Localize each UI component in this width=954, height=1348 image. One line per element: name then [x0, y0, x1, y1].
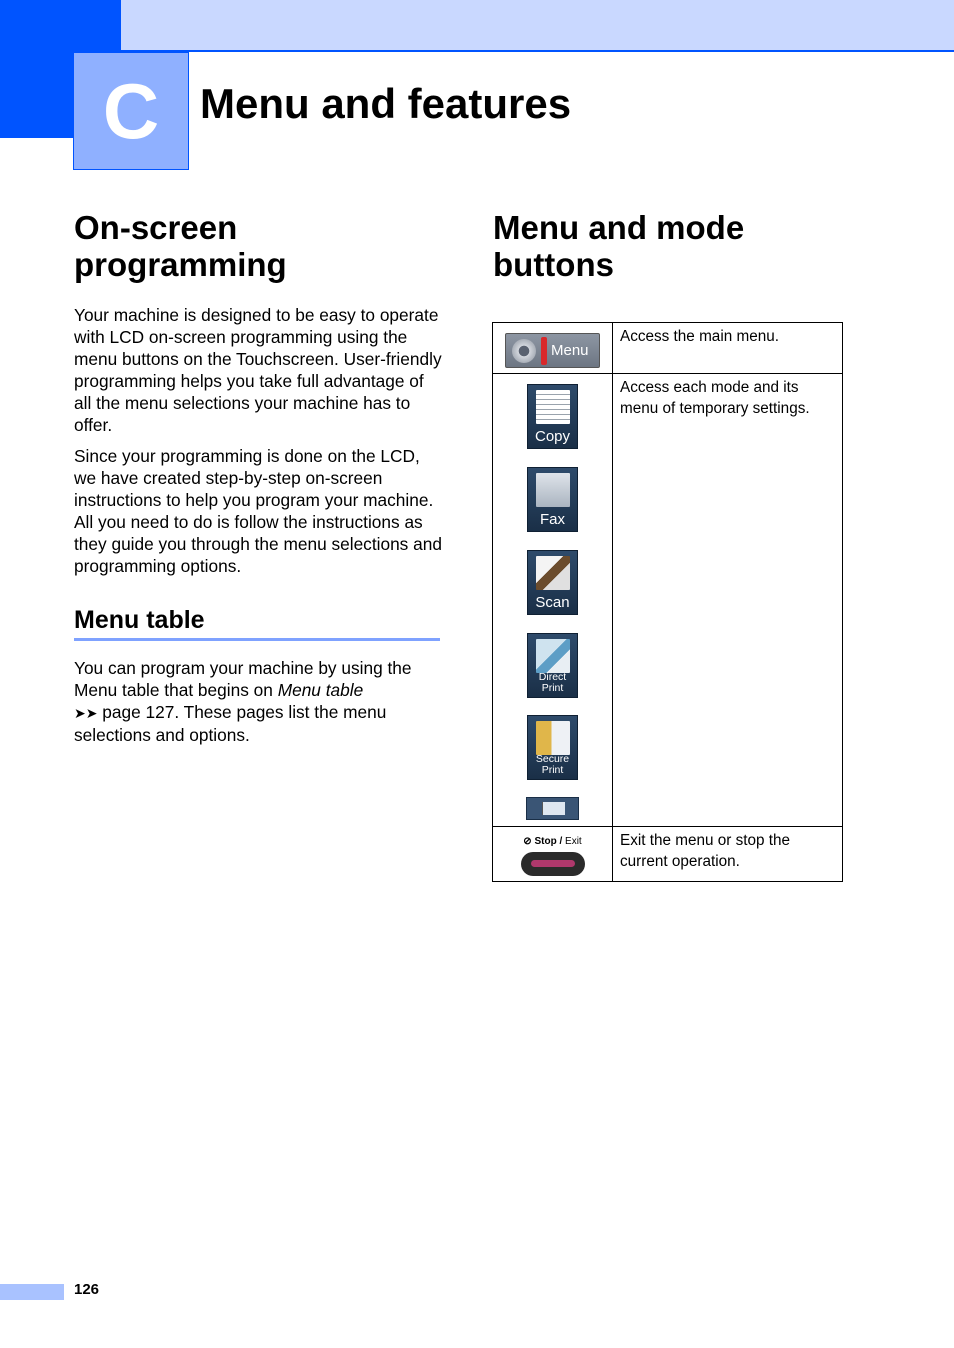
menu-table-link[interactable]: Menu table: [277, 680, 364, 700]
stop-exit-button[interactable]: [521, 852, 585, 876]
icon-cell: [493, 374, 613, 827]
chapter-letter-box: C: [73, 52, 189, 170]
description-cell: Exit the menu or stop the current operation.: [613, 827, 843, 882]
stop-exit-label: ⊘ Stop / Exit: [523, 836, 582, 847]
scan-label: Scan: [535, 594, 570, 611]
copy-button[interactable]: [527, 384, 578, 449]
book-button[interactable]: [526, 797, 579, 820]
secure-print-icon: [536, 721, 570, 755]
intro-section: [74, 304, 444, 577]
description-cell: Access the main menu.: [613, 323, 843, 374]
copy-icon: [536, 390, 570, 424]
direct-print-button[interactable]: [527, 633, 578, 698]
description-cell: Access each mode and its menu of temporary settings.: [613, 374, 843, 827]
direct-print-label: Direct Print: [538, 671, 567, 694]
fax-label: Fax: [539, 511, 565, 528]
page-number: 126: [74, 1281, 100, 1298]
chapter-title: Menu and features: [200, 80, 572, 127]
menu-table-section: [74, 657, 440, 746]
footer-bar: [0, 1284, 64, 1300]
text: You can program your machine by using the Menu table that begins on: [74, 658, 412, 700]
secure-print-button[interactable]: [527, 715, 578, 780]
table-row: [493, 374, 843, 827]
stop-icon: ⊘: [523, 836, 532, 847]
header-light-band: [121, 0, 954, 52]
icon-cell: [493, 323, 613, 374]
fax-icon: [536, 473, 570, 507]
secure-print-label: Secure Print: [535, 753, 570, 776]
copy-label: Copy: [534, 428, 571, 445]
menu-table-heading: Menu table: [74, 604, 440, 641]
scan-button[interactable]: [527, 550, 578, 615]
scan-icon: [536, 556, 570, 590]
paragraph: Since your programming is done on the LCD, we have created step-by-step on-screen instructions to help you program your machine. All you need to do is follow the instructions as they guide you through the menu selections and programming options.: [74, 446, 442, 576]
paragraph: Your machine is designed to be easy to operate with LCD on-screen programming using the menu buttons on the Touchscreen. User-friendly programming helps you take full advantage of all the menu selections your machine has to offer.: [74, 305, 442, 435]
gear-icon: [512, 339, 536, 363]
text: page 127. These pages list the menu selections and options.: [74, 702, 387, 745]
double-arrow-icon: ➤➤: [74, 705, 98, 721]
heading-line-1: Menu and mode: [493, 209, 745, 246]
menu-button-label: Menu: [551, 342, 589, 359]
screwdriver-icon: [541, 337, 547, 365]
icon-cell: [493, 827, 613, 882]
book-icon: [542, 802, 565, 815]
table-row: [493, 323, 843, 374]
menu-and-mode-buttons-heading: [493, 209, 744, 283]
direct-print-icon: [536, 639, 570, 673]
fax-button[interactable]: [527, 467, 578, 532]
buttons-table: [492, 322, 843, 882]
heading-line-1: On-screen: [74, 209, 238, 246]
on-screen-programming-heading: [74, 209, 287, 283]
heading-line-2: programming: [74, 246, 287, 283]
table-row: [493, 827, 843, 882]
paragraph: [74, 657, 440, 746]
heading-line-2: buttons: [493, 246, 614, 283]
menu-button[interactable]: [505, 333, 600, 368]
